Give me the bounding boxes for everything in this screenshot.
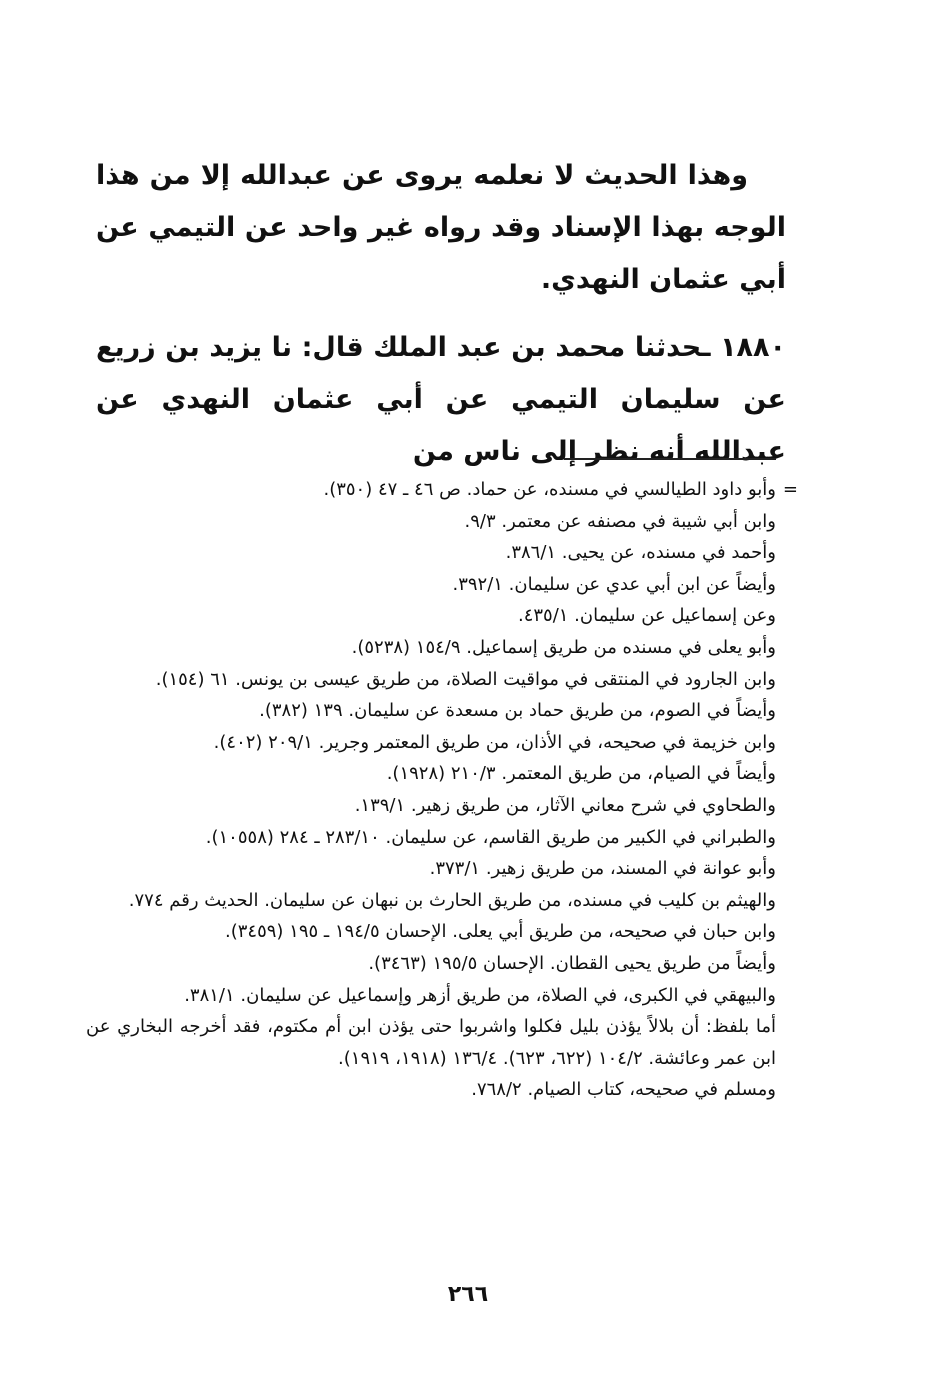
footnote-line: وأبو عوانة في المسند، من طريق زهير. ٣٧٣/١. xyxy=(429,858,776,880)
main-paragraph-1: وهذا الحديث لا نعلمه يروى عن عبدالله إلا من هذا الوجه بهذا الإسناد وقد رواه غير واحد عن التيمي عن أبي عثمان النهدي. xyxy=(96,160,786,295)
footnote-line: أما بلفظ: أن بلالاً يؤذن بليل فكلوا واشربوا حتى يؤذن ابن أم مكتوم، فقد أخرجه البخاري عن ابن عمر وعائشة. ١٠٤/٢ (٦٢٢، ٦٢٣). ١٣٦/٤ (١٩١٨، ١٩١٩). xyxy=(86,1016,776,1069)
footnote-line: والهيثم بن كليب في مسنده، من طريق الحارث بن نبهان عن سليمان. الحديث رقم ٧٧٤. xyxy=(128,889,776,911)
footnote-line: وابن خزيمة في صحيحه، في الأذان، من طريق المعتمر وجرير. ٢٠٩/١ (٤٠٢). xyxy=(213,731,776,753)
footnote-line: وأيضاً في الصيام، من طريق المعتمر. ٢١٠/٣ (١٩٢٨). xyxy=(386,763,776,785)
footnote-line: والطحاوي في شرح معاني الآثار، من طريق زهير. ١٣٩/١. xyxy=(354,794,776,816)
footnote-divider xyxy=(564,458,776,460)
footnote-line: والبيهقي في الكبرى، في الصلاة، من طريق أزهر وإسماعيل عن سليمان. ٣٨١/١. xyxy=(184,984,776,1006)
footnote-line xyxy=(86,474,798,506)
footnotes-block xyxy=(86,474,798,1106)
footnote-line: وأبو يعلى في مسنده من طريق إسماعيل. ١٥٤/٩ (٥٢٣٨). xyxy=(351,636,776,658)
page-number: ٢٦٦ xyxy=(447,1282,489,1307)
footnote-text: وأبو داود الطيالسي في مسنده، عن حماد. ص ٤٦ ـ ٤٧ (٣٥٠). xyxy=(323,479,776,500)
footnote-line: وأيضاً من طريق يحيى القطان. الإحسان ١٩٥/٥ (٣٤٦٣). xyxy=(368,952,776,974)
footnote-line: وابن حبان في صحيحه، من طريق أبي يعلى. الإحسان ١٩٤/٥ ـ ١٩٥ (٣٤٥٩). xyxy=(224,921,776,943)
continuation-mark: = xyxy=(782,479,798,500)
main-text-block xyxy=(96,150,786,478)
footnote-line: وأيضاً في الصوم، من طريق حماد بن مسعدة عن سليمان. ١٣٩ (٣٨٢). xyxy=(259,700,776,722)
footnote-line: والطبراني في الكبير من طريق القاسم، عن سليمان. ٢٨٣/١٠ ـ ٢٨٤ (١٠٥٥٨). xyxy=(205,826,776,848)
hadith-text: حدثنا محمد بن عبد الملك قال: نا يزيد بن زريع عن سليمان التيمي عن أبي عثمان النهدي عن عبدالله أنه نظر إلى ناس من xyxy=(96,332,786,467)
footnote-line: وأحمد في مسنده، عن يحيى. ٣٨٦/١. xyxy=(505,542,776,564)
hadith-number: ١٨٨٠ ـ xyxy=(701,332,786,363)
footnote-line: ومسلم في صحيحه، كتاب الصيام. ٧٦٨/٢. xyxy=(471,1079,776,1101)
footnote-line: وعن إسماعيل عن سليمان. ٤٣٥/١. xyxy=(517,605,776,627)
main-paragraph-2 xyxy=(96,322,786,478)
footnote-line: وابن أبي شيبة في مصنفه عن معتمر. ٩/٣. xyxy=(464,510,776,532)
footnote-line: وابن الجارود في المنتقى في مواقيت الصلاة، من طريق عيسى بن يونس. ٦١ (١٥٤). xyxy=(155,668,776,690)
footnote-line: وأيضاً عن ابن أبي عدي عن سليمان. ٣٩٢/١. xyxy=(452,573,776,595)
